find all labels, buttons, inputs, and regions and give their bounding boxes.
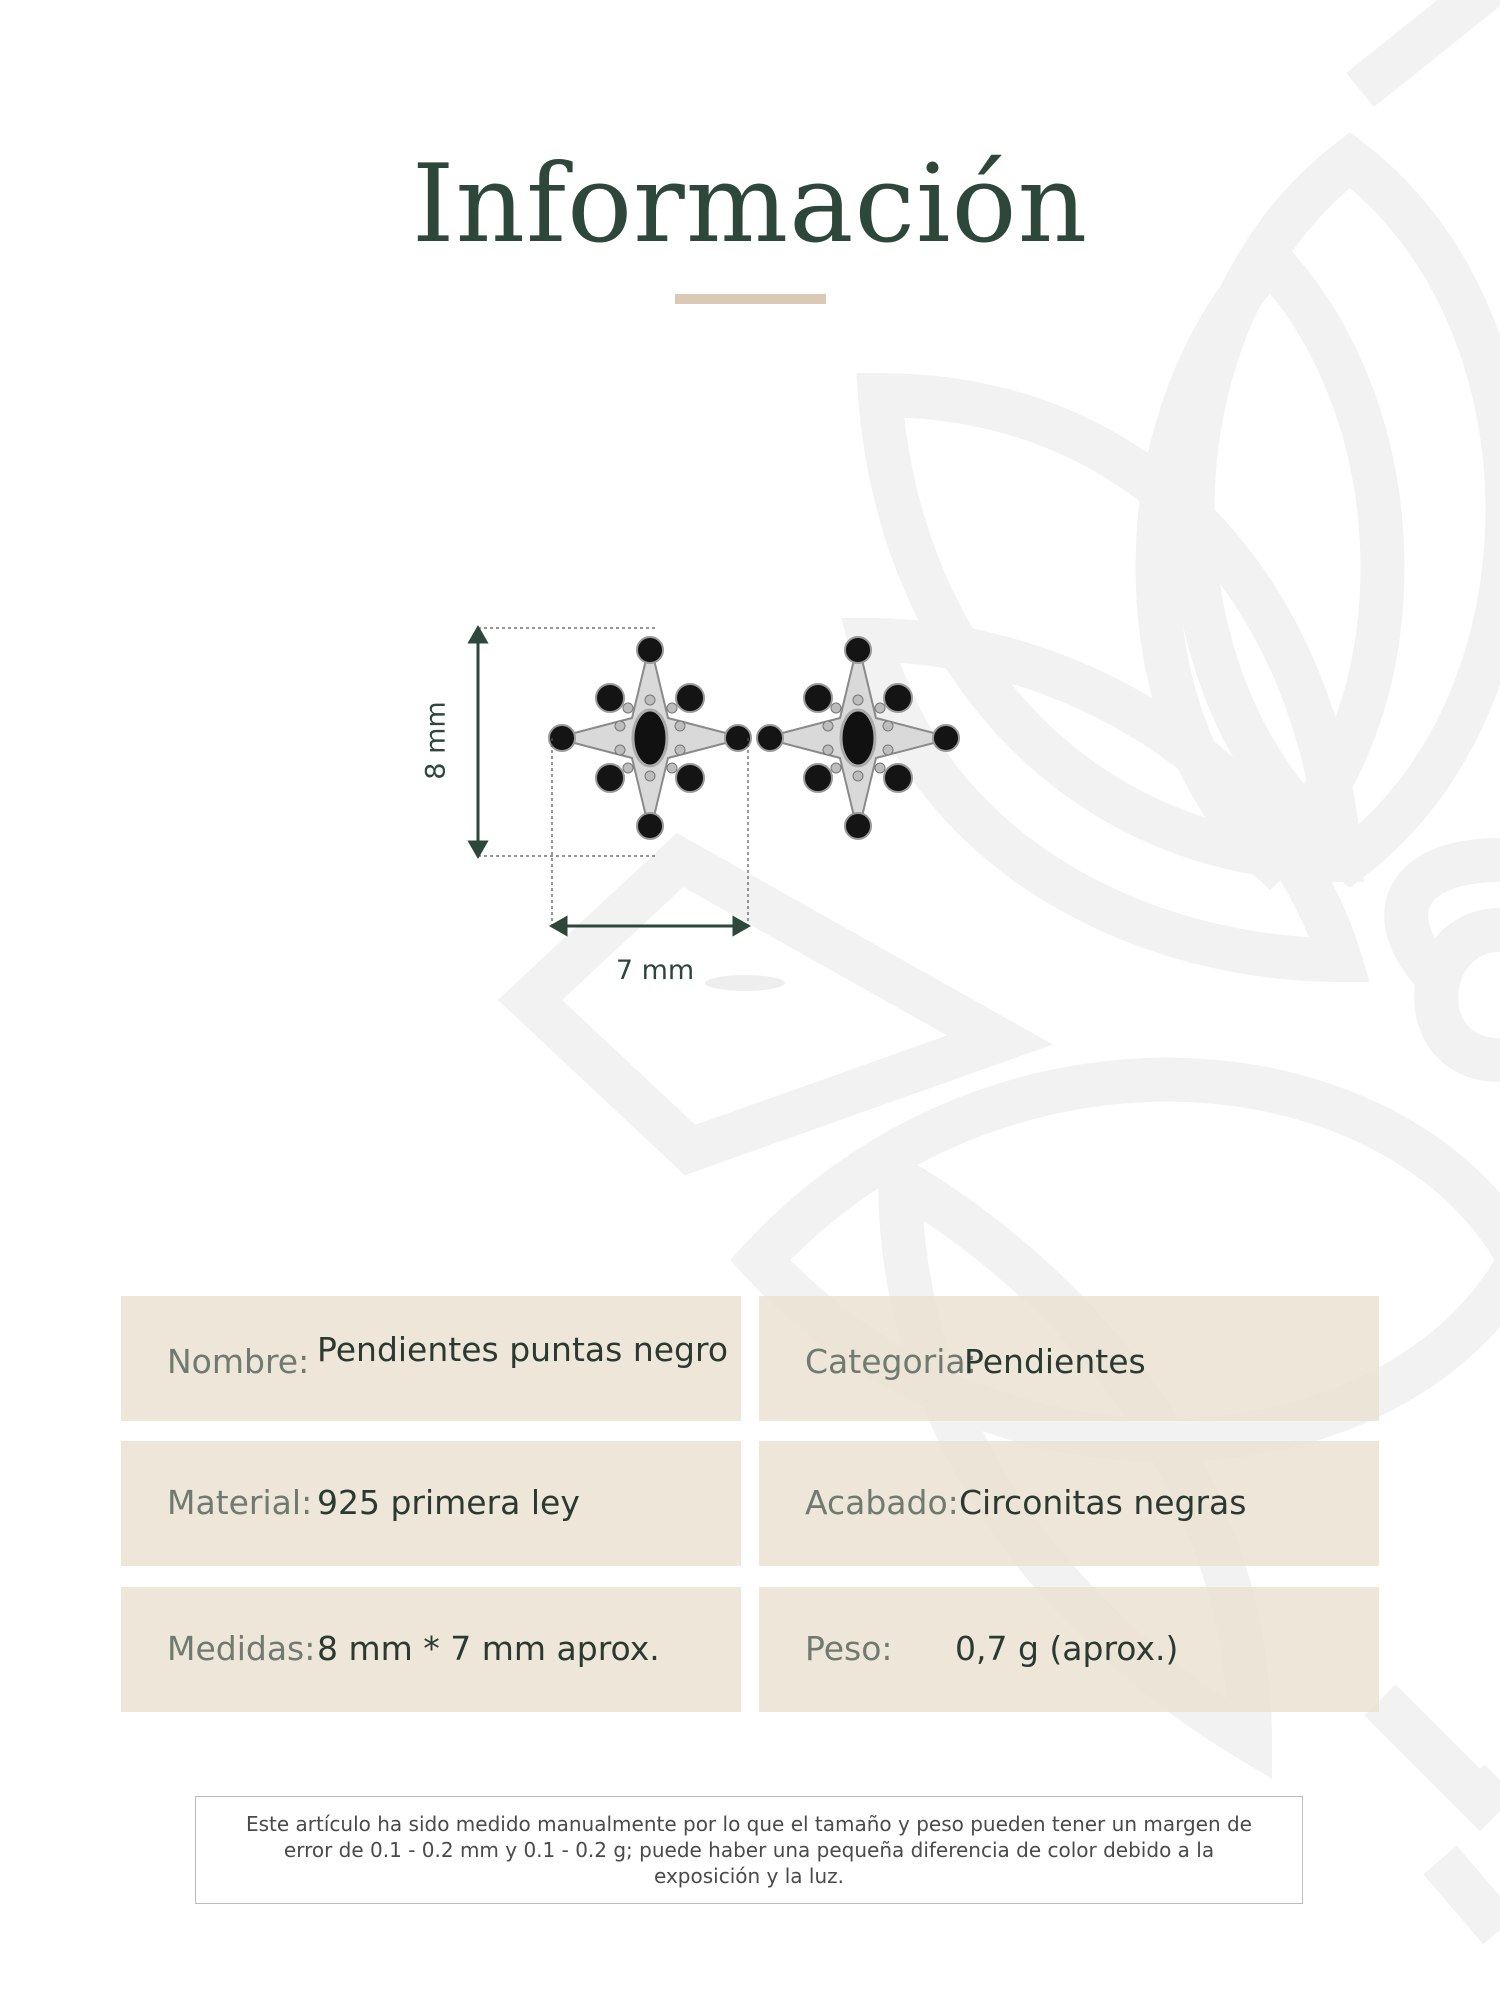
info-value: 0,7 g (aprox.) bbox=[955, 1629, 1179, 1668]
width-dimension-label: 7 mm bbox=[615, 955, 695, 986]
title-underline bbox=[675, 294, 826, 304]
info-value: 925 primera ley bbox=[317, 1483, 580, 1522]
info-value: Pendientes puntas negro bbox=[317, 1330, 729, 1369]
info-label: Peso: bbox=[805, 1629, 893, 1668]
disclaimer-text: Este artículo ha sido medido manualmente por lo que el tamaño y peso pueden tener un margen de error de 0.1 - 0.2 mm y 0.1 - 0.2 g; puede haber una pequeña diferencia de color debido a la exposición y la luz. bbox=[245, 1812, 1252, 1888]
info-label: Material: bbox=[167, 1483, 313, 1522]
info-label: Nombre: bbox=[167, 1342, 310, 1381]
earring-right bbox=[757, 637, 959, 839]
page-title: Información bbox=[411, 142, 1089, 267]
info-label: Categoria: bbox=[805, 1342, 977, 1381]
disclaimer-box bbox=[195, 1796, 1303, 1904]
earring-left bbox=[549, 637, 751, 839]
product-image bbox=[400, 500, 1000, 1020]
info-value: 8 mm * 7 mm aprox. bbox=[317, 1629, 660, 1668]
info-card-acabado bbox=[759, 1441, 1379, 1566]
info-card-material bbox=[121, 1441, 741, 1566]
info-card-peso bbox=[759, 1587, 1379, 1712]
info-value: Pendientes bbox=[964, 1342, 1146, 1381]
info-value: Circonitas negras bbox=[959, 1483, 1247, 1522]
info-label: Acabado: bbox=[805, 1483, 959, 1522]
info-card-categoria bbox=[759, 1296, 1379, 1421]
info-card-medidas bbox=[121, 1587, 741, 1712]
info-card-nombre bbox=[121, 1296, 741, 1421]
height-dimension-label: 8 mm bbox=[420, 701, 452, 780]
info-label: Medidas: bbox=[167, 1629, 316, 1668]
